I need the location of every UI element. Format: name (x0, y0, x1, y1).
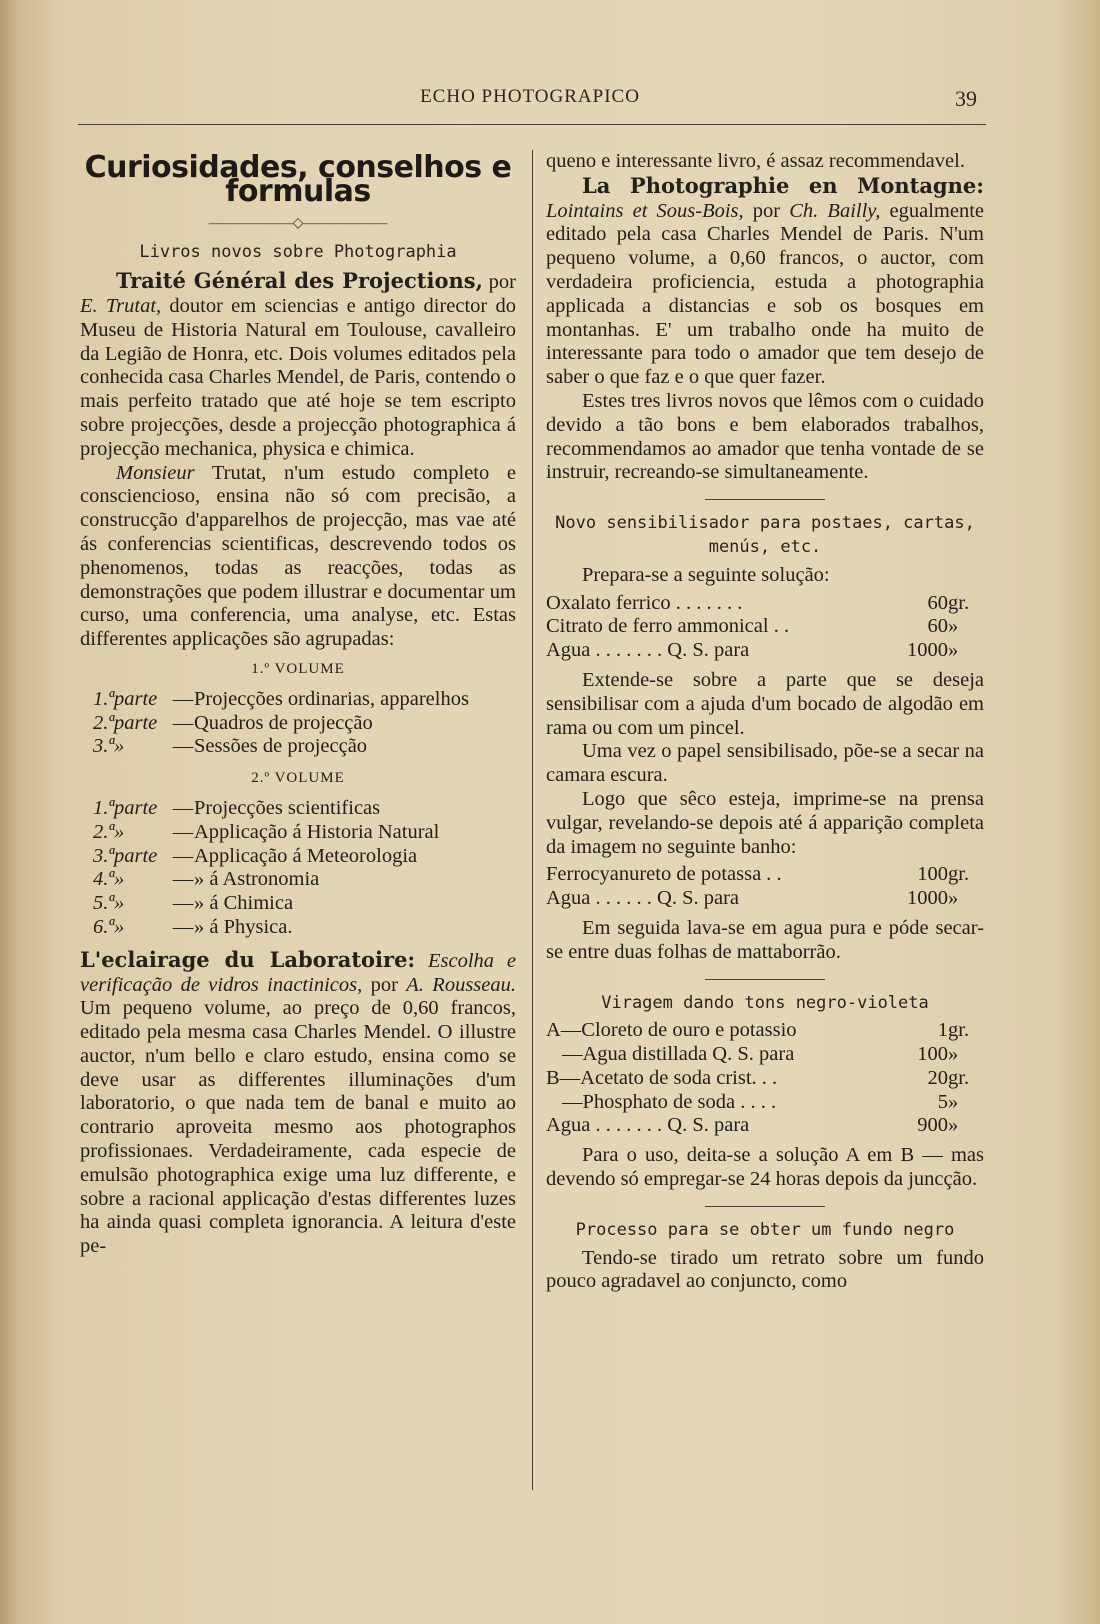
fundo-negro-paragraph: Tendo-se tirado um retrato sobre um fundo pouco agradavel ao conjuncto, como (546, 1246, 984, 1293)
sensibilisador-recipe (546, 592, 984, 663)
recipe-row: Ferrocyanureto de potassa . . 100 gr. (546, 863, 970, 886)
traite-author: E. Trutat, (80, 294, 162, 317)
sensibilisador-heading: Novo sensibilisador para postaes, cartas, menús, etc. (555, 513, 975, 557)
viragem-heading: Viragem dando tons negro-violeta (601, 992, 929, 1013)
continuation-paragraph: queno e interessante livro, é assaz recommendavel. (546, 150, 965, 172)
volume-2-heading: 2.º VOLUME (251, 770, 345, 787)
right-column (546, 150, 984, 1294)
running-head: ECHO PHOTOGRAPICO (420, 86, 640, 107)
sensibilisador-para-1: Extende-se sobre a parte que se deseja sensibilisar com a ajuda d'um bocado de algodão em rama ou com um pincel. (546, 668, 984, 739)
section-rule (705, 979, 825, 980)
eclairage-author: A. Rousseau. (406, 973, 516, 996)
recipe-row: Citrato de ferro ammonical . . 60 » (546, 615, 959, 638)
volume-1-contents (80, 688, 516, 759)
tres-livros-paragraph: Estes tres livros novos que lêmos com o cuidado devido a tão bons e bem elaborados trabalhos, recommendamos ao amador que tenha vontade de se instruir, recreando-se simultaneamente. (546, 389, 984, 484)
recipe-row: Oxalato ferrico . . . . . . . 60 gr. (546, 591, 970, 614)
traite-title: Traité Général des Projections, (116, 268, 483, 294)
recipe-row: A—Cloreto de ouro e potassio 1 gr. (546, 1019, 970, 1042)
viragem-paragraph: Para o uso, deita-se a solução A em B — mas devendo só empregar-se 24 horas depois da juncção. (546, 1144, 984, 1191)
toc-row: 1.ª parte — Projecções scientificas (92, 796, 381, 819)
sensibilisador-intro: Prepara-se a seguinte solução: (582, 563, 830, 586)
ornament-divider: ——————◇—————— (208, 215, 388, 231)
page-number: 39 (955, 86, 977, 111)
column-divider (532, 150, 533, 1490)
monsieur-paragraph: Monsieur Trutat, n'um estudo completo e consciencioso, ensina não só com precisão, a construcção d'apparelhos de projecção, mas vae até ás conferencias scientificas, descrevendo todos os phenomenos, todas as reacções, todas as demonstrações que podem illustrar e documentar um curso, uma conferencia, uma analyse, etc. Estas differentes applicações são agrupadas: (80, 461, 516, 651)
toc-row: 3.ª parte — Applicação á Meteorologia (92, 844, 418, 867)
viragem-recipe (546, 1019, 984, 1138)
toc-row: 2.ª » — Applicação á Historia Natural (92, 820, 440, 843)
toc-row: 3.ª » — Sessões de projecção (92, 735, 368, 758)
recipe-row: Agua . . . . . . . Q. S. para 900 » (546, 1114, 959, 1137)
eclairage-paragraph: L'eclairage du Laboratoire: Escolha e verificação de vidros inactinicos, por A. Rousseau. Um pequeno volume, ao preço de 0,60 francos, editado pela mesma casa Charles Mendel. O illustre auctor, n'um bello e claro estudo, ensina como se deve usar as differentes illuminações d'um laboratorio, o que nada tem de banal e muito ao contrario aproveita mesmo aos photographos profissionaes. Verdadeiramente, cada especie de emulsão photographica exige uma luz differente, e sobre a racional applicação d'estas differentes luzes ha ainda quasi completa ignorancia. A leitura d'este pe- (80, 946, 516, 1258)
sensibilisador-para-4: Em seguida lava-se em agua pura e póde secar-se entre duas folhas de mattaborrão. (546, 916, 984, 963)
montagne-paragraph: La Photographie en Montagne: Lointains et Sous-Bois, por Ch. Bailly, egualmente editado pela casa Charles Mendel de Paris. N'um pequeno volume, a 0,60 francos, o auctor, com verdadeira proficiencia, estuda a photographia applicada a distancias e sob os bosques em montanhas. E' um trabalho onde ha muito de interessante para todo o amador que tem desejo de saber o que faz e o que quer fazer. (546, 172, 985, 389)
recipe-row: Agua . . . . . . Q. S. para 1000 » (546, 887, 959, 910)
sensibilisador-para-2: Uma vez o papel sensibilisado, põe-se a secar na camara escura. (546, 740, 984, 787)
montagne-author: Ch. Bailly, (789, 199, 881, 222)
montagne-title: La Photographie en Montagne: (582, 172, 984, 198)
subsection-heading: Livros novos sobre Photographia (139, 242, 457, 263)
toc-row: 1.ª parte — Projecções ordinarias, apparelhos (92, 687, 469, 710)
traite-paragraph: Traité Général des Projections, por E. Trutat, doutor em sciencias e antigo director do Museu de Historia Natural em Toulouse, cavalleiro da Legião de Honra, etc. Dois volumes editados pela conhecida casa Charles Mendel, de Paris, contendo o mais perfeito tratado que até hoje se tem escripto sobre projecções, desde a projecção photographica á projecção mechanica, physica e chimica. (80, 268, 517, 460)
header-rule (78, 124, 986, 125)
volume-2-contents (80, 797, 516, 940)
section-rule (705, 499, 825, 500)
eclairage-title: L'eclairage du Laboratoire: (80, 946, 416, 972)
fundo-negro-heading: Processo para se obter um fundo negro (575, 1219, 955, 1240)
recipe-row: —Phosphato de soda . . . . 5 » (562, 1090, 959, 1113)
recipe-row: —Agua distillada Q. S. para 100 » (562, 1043, 959, 1066)
section-rule (705, 1206, 825, 1207)
recipe-row: Agua . . . . . . . Q. S. para 1000 » (546, 639, 959, 662)
sensibilisador-para-3: Logo que sêco esteja, imprime-se na prensa vulgar, revelando-se depois até á apparição completa da imagem no seguinte banho: (546, 787, 984, 858)
section-title: Curiosidades, conselhos e formulas (84, 150, 512, 209)
toc-row: 2.ª parte — Quadros de projecção (92, 711, 373, 734)
volume-1-heading: 1.º VOLUME (251, 660, 345, 677)
toc-row: 5.ª » — » á Chimica (92, 892, 294, 915)
recipe-row: B—Acetato de soda crist. . . 20 gr. (546, 1066, 970, 1089)
banho-recipe (546, 863, 984, 911)
toc-row: 4.ª » — » á Astronomia (92, 868, 320, 891)
toc-row: 6.ª » — » á Physica. (92, 915, 293, 938)
left-column (80, 150, 517, 1259)
